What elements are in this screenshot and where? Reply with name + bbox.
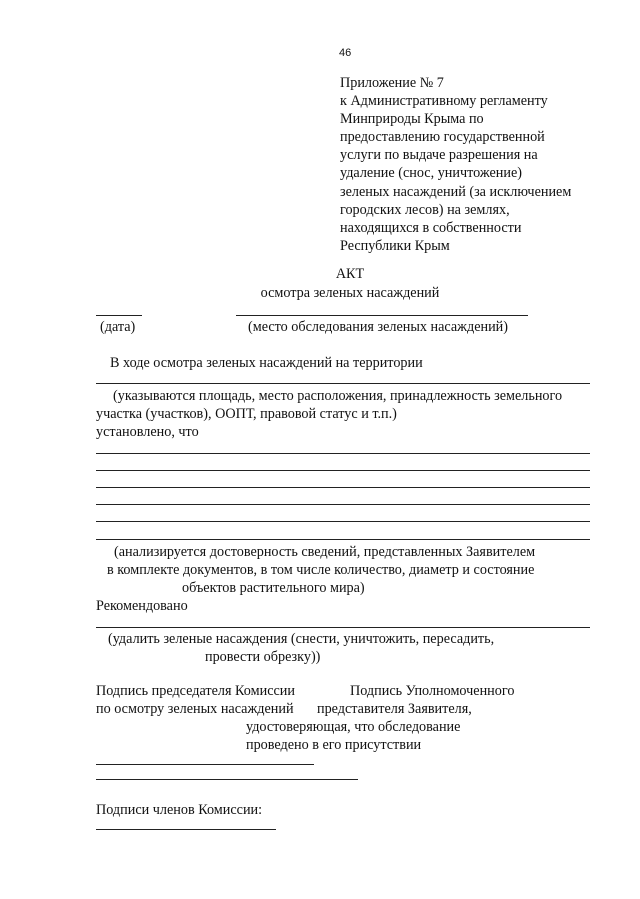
appendix-line: городских лесов) на землях, [340,201,510,218]
hint-recommendation-line1: (удалить зеленые насаждения (снести, уничтожить, пересадить, [108,631,495,647]
finding-line [96,487,590,488]
finding-line [96,539,590,540]
date-line [96,315,142,316]
rep-signature-label-line4: проведено в его присутствии [246,737,422,753]
finding-line [96,521,590,522]
chair-signature-label-line2: по осмотру зеленых насаждений [96,701,294,717]
document-title: АКТ [335,266,365,282]
appendix-line: предоставлению государственной [340,129,545,146]
rep-signature-label-line3: удостоверяющая, что обследование [246,719,461,735]
hint-analysis-line3: объектов растительного мира) [182,580,365,596]
territory-line [96,383,590,384]
established-text: установлено, что [96,424,199,440]
hint-recommendation-line2: провести обрезку)) [205,649,321,665]
appendix-line: удаление (снос, уничтожение) [340,165,522,182]
recommended-text: Рекомендовано [96,598,188,614]
chair-signature-line [96,764,314,765]
rep-signature-label-line1: Подпись Уполномоченного [350,683,515,699]
intro-text: В ходе осмотра зеленых насаждений на территории [110,355,423,371]
appendix-line: Минприроды Крыма по [340,111,484,128]
place-label: (место обследования зеленых насаждений) [248,319,509,335]
rep-signature-label-line2: представителя Заявителя, [317,701,472,717]
document-subtitle: осмотра зеленых насаждений [260,285,440,301]
recommendation-line [96,627,590,628]
appendix-line: находящихся в собственности [340,219,522,236]
hint-analysis-line1: (анализируется достоверность сведений, представленных Заявителем [114,544,536,560]
finding-line [96,504,590,505]
chair-signature-label-line1: Подпись председателя Комиссии [96,683,295,699]
appendix-line: Республики Крым [340,237,450,254]
appendix-line: услуги по выдаче разрешения на [340,147,538,164]
rep-signature-line [96,779,358,780]
appendix-block [340,74,610,255]
appendix-line: зеленых насаждений (за исключением [340,183,572,200]
members-label: Подписи членов Комиссии: [96,802,263,818]
hint-territory-line1: (указываются площадь, место расположения, принадлежность земельного [113,388,563,404]
page-number: 46 [339,47,352,59]
hint-analysis-line2: в комплекте документов, в том числе количество, диаметр и состояние [107,562,535,578]
date-label: (дата) [100,319,136,335]
finding-line [96,453,590,454]
appendix-line: к Административному регламенту [340,93,548,110]
appendix-line: Приложение № 7 [340,75,444,91]
member-signature-line [96,829,276,830]
finding-line [96,470,590,471]
place-line [236,315,528,316]
hint-territory-line2: участка (участков), ООПТ, правовой статус и т.п.) [96,406,397,422]
